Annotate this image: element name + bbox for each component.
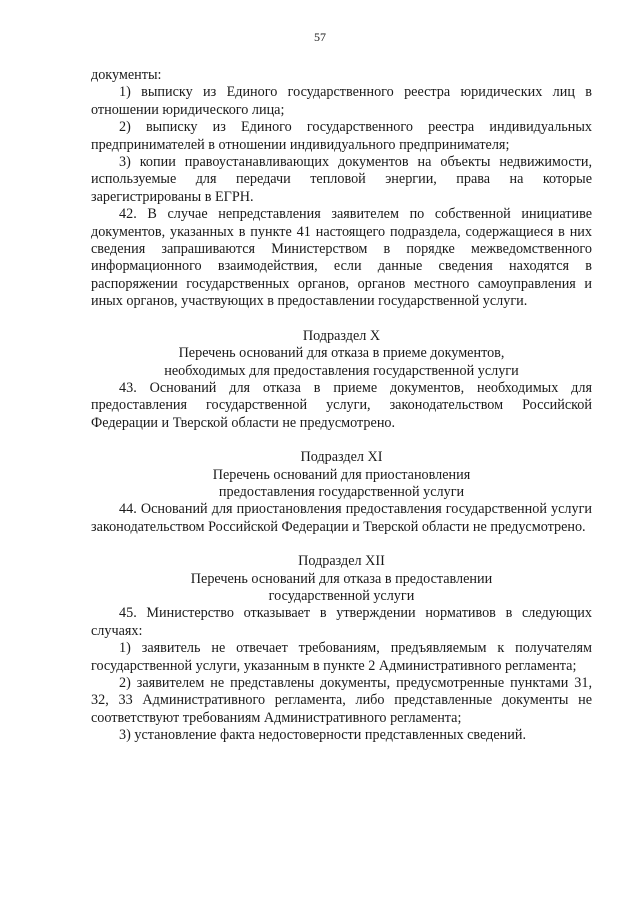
paragraph: 3) копии правоустанавливающих документов на объекты недвижимости, используемые для передачи тепловой энергии, права на которые зарегистрированы в ЕГРН. bbox=[91, 154, 592, 205]
section-subtitle-line: Перечень оснований для отказа в приеме документов, bbox=[178, 345, 505, 362]
section-title: Подраздел XII bbox=[298, 553, 385, 570]
section-title: Подраздел X bbox=[302, 327, 381, 344]
section-heading-xi bbox=[91, 449, 592, 501]
paragraph: 43. Оснований для отказа в приеме документов, необходимых для предоставления государственной услуги, законодательством Российской Федерации и Тверской области не предусмотрено. bbox=[91, 379, 592, 431]
paragraph: 2) заявителем не представлены документы, предусмотренные пунктами 31, 32, 33 Административного регламента, либо представленные документы не соответствуют требованиям Административного регламента; bbox=[91, 675, 592, 726]
paragraph: 2) выписку из Единого государственного реестра индивидуальных предпринимателей в отношении индивидуального предпринимателя; bbox=[91, 119, 592, 153]
section-heading-x bbox=[91, 328, 592, 380]
paragraph: 3) установление факта недостоверности представленных сведений. bbox=[119, 727, 526, 744]
paragraph: документы: bbox=[91, 67, 162, 83]
paragraph: 44. Оснований для приостановления предоставления государственной услуги законодательством Российской Федерации и Тверской области не предусмотрено. bbox=[91, 501, 592, 535]
section-subtitle-line: государственной услуги bbox=[268, 587, 415, 604]
paragraph: 45. Министерство отказывает в утверждении нормативов в следующих случаях: bbox=[91, 605, 592, 639]
section-subtitle-line: необходимых для предоставления государственной услуги bbox=[164, 362, 519, 379]
section-subtitle-line: Перечень оснований для приостановления bbox=[212, 466, 471, 483]
section-heading-xii bbox=[91, 553, 592, 605]
section-title: Подраздел XI bbox=[300, 449, 383, 466]
section-subtitle-line: Перечень оснований для отказа в предоставлении bbox=[190, 570, 493, 587]
paragraph: 1) заявитель не отвечает требованиям, предъявляемым к получателям государственной услуги, указанным в пункте 2 Административного регламента; bbox=[91, 640, 592, 674]
document-body bbox=[91, 67, 592, 745]
paragraph: 42. В случае непредставления заявителем по собственной инициативе документов, указанных в пункте 41 настоящего подраздела, содержащиеся в них сведения запрашиваются Министерством в порядке межведомственного информационного взаимодействия, если данные сведения находятся в распоряжении государственных органов, органов местного самоуправления и иных органов, участвующих в предоставлении государственной услуги. bbox=[91, 206, 592, 310]
page-number: 57 bbox=[314, 30, 326, 44]
section-subtitle-line: предоставления государственной услуги bbox=[218, 483, 465, 500]
paragraph: 1) выписку из Единого государственного реестра юридических лиц в отношении юридического лица; bbox=[91, 84, 592, 118]
